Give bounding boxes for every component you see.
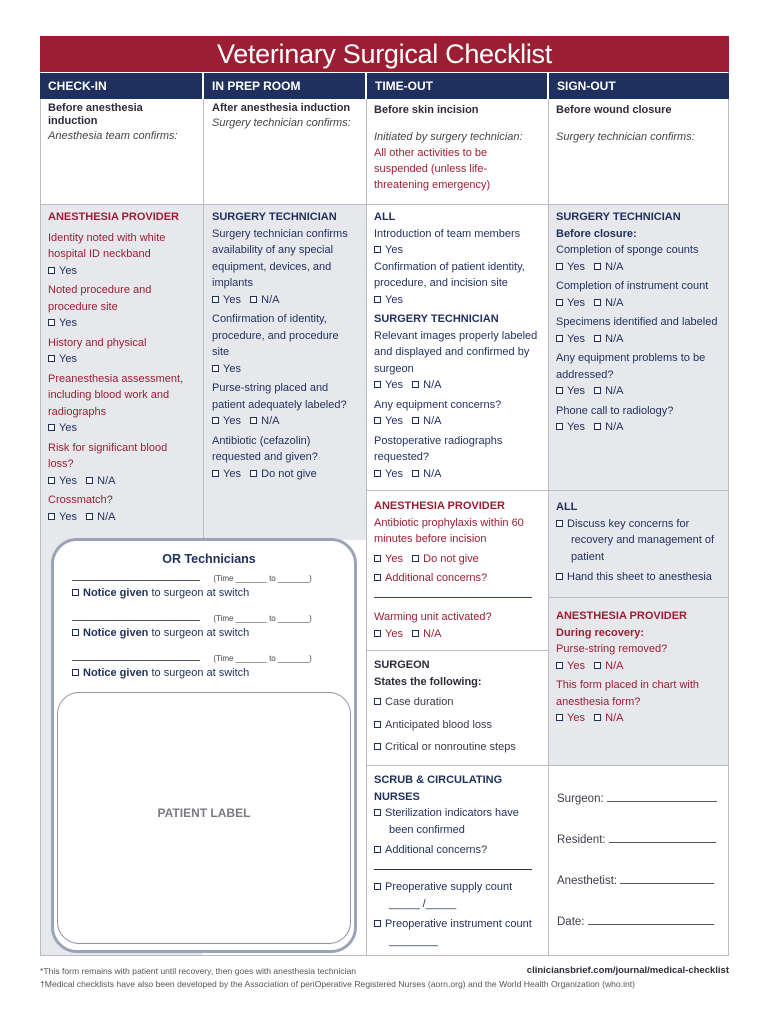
notice-label: Notice given: [83, 587, 149, 599]
checkbox[interactable]: [594, 263, 601, 270]
notice-label: Notice given: [83, 667, 149, 679]
option-label: Yes: [223, 415, 241, 427]
checkbox[interactable]: [374, 809, 381, 816]
checkbox[interactable]: [250, 470, 257, 477]
checkbox[interactable]: [72, 629, 79, 636]
signout-anes-heading: ANESTHESIA PROVIDER: [556, 610, 688, 622]
divider: [40, 204, 729, 205]
date-signature[interactable]: [557, 914, 721, 930]
instrument-count-field[interactable]: ________: [389, 934, 438, 947]
timeout-q2: Confirmation of patient identity, procedure, and incision site: [374, 260, 525, 289]
yes-na-options[interactable]: [556, 331, 721, 348]
signout-all-item-2: [556, 569, 721, 586]
timeout-q1: Introduction of team members: [374, 227, 521, 240]
checkbox[interactable]: [594, 387, 601, 394]
write-line[interactable]: [374, 869, 532, 870]
option-label: Yes: [59, 317, 77, 329]
option-label: N/A: [605, 332, 624, 345]
footer-note-2: †Medical checklists have also been developed by the Association of periOperative Registered Nurses (aorn.org) and the World Health Organization (who.int): [40, 979, 636, 989]
timeout-anesthesia-section: [366, 498, 548, 642]
yes-na-options[interactable]: [374, 466, 540, 483]
signature-label: Date:: [557, 916, 585, 928]
prep-intro: [204, 102, 366, 131]
patient-label-text: PATIENT LABEL: [157, 806, 251, 820]
option-label: Yes: [567, 659, 585, 672]
option-label: Critical or nonroutine steps: [385, 741, 516, 753]
signout-q1: Completion of sponge counts: [556, 244, 699, 256]
option-label: Hand this sheet to anesthesia: [567, 571, 712, 583]
option-label: Yes: [385, 415, 403, 427]
signature-label: Resident:: [557, 834, 606, 846]
option-label: Preoperative instrument count: [385, 918, 532, 930]
notice-rest: to surgeon at switch: [151, 627, 250, 639]
signature-line[interactable]: [588, 924, 714, 925]
timeout-intro: [366, 102, 546, 193]
option-label: N/A: [605, 296, 624, 309]
checkbox[interactable]: [556, 662, 563, 669]
checkbox[interactable]: [250, 296, 257, 303]
yes-na-options[interactable]: [48, 473, 194, 490]
yes-option[interactable]: [374, 242, 540, 259]
notice-row: [72, 586, 346, 601]
checkbox[interactable]: [556, 335, 563, 342]
checkbox[interactable]: [48, 319, 55, 326]
checkbox[interactable]: [412, 470, 419, 477]
option-label: N/A: [605, 421, 624, 433]
checkbox[interactable]: [212, 470, 219, 477]
yes-na-options[interactable]: [374, 626, 540, 643]
option-label: Discuss key concerns for recovery and management of patient: [567, 517, 715, 563]
timeout-scrub-section: [366, 772, 548, 949]
signout-intro-note: Surgery technician confirms:: [556, 131, 695, 143]
signature-label: Surgeon:: [557, 793, 604, 805]
option-label: Anticipated blood loss: [385, 718, 493, 731]
checkbox[interactable]: [48, 267, 55, 274]
timeout-intro-warning: All other activities to be suspended (unless life-threatening emergency): [374, 147, 491, 191]
checkin-heading: ANESTHESIA PROVIDER: [48, 211, 180, 223]
checkbox[interactable]: [374, 417, 381, 424]
signature-line[interactable]: [609, 842, 716, 843]
divider: [366, 490, 548, 491]
yes-na-options[interactable]: [556, 259, 721, 276]
timeout-tech-heading: SURGERY TECHNICIAN: [374, 313, 499, 325]
signout-q5: Phone call to radiology?: [556, 404, 674, 417]
checkin-intro-note: Anesthesia team confirms:: [48, 130, 178, 142]
option-label: Yes: [223, 362, 241, 375]
notice-rest: to surgeon at switch: [151, 587, 250, 599]
checkin-section: [40, 209, 202, 525]
signout-tech-heading: SURGERY TECHNICIAN: [556, 211, 681, 223]
checkbox[interactable]: [374, 470, 381, 477]
checkbox[interactable]: [412, 555, 419, 562]
checkin-q2: Noted procedure and procedure site: [48, 284, 152, 313]
checkin-q5: Risk for significant blood loss?: [48, 441, 168, 470]
prep-intro-note: Surgery technician confirms:: [212, 117, 351, 129]
checkbox[interactable]: [594, 714, 601, 721]
anesthetist-signature[interactable]: [557, 873, 721, 914]
timeout-section: [366, 209, 548, 482]
surgeon-item-3: [374, 739, 540, 756]
timeout-intro-note: Initiated by surgery technician:: [374, 131, 523, 143]
checkbox[interactable]: [48, 424, 55, 431]
checkbox[interactable]: [212, 417, 219, 424]
signout-anes-q2: This form placed in chart with anesthesia form?: [556, 679, 700, 708]
signature-line[interactable]: [607, 801, 717, 802]
yes-dng-options[interactable]: [374, 551, 540, 568]
timeout-q4: Any equipment concerns?: [374, 398, 502, 411]
prep-heading: SURGERY TECHNICIAN: [212, 211, 337, 223]
signout-intro: [548, 102, 728, 145]
checkbox[interactable]: [374, 381, 381, 388]
or-time-row[interactable]: [72, 611, 346, 626]
surgeon-signature[interactable]: [557, 791, 721, 832]
supply-count-field[interactable]: _____ /_____: [389, 897, 457, 910]
option-label: N/A: [423, 379, 442, 391]
option-label: Yes: [59, 422, 77, 434]
checkbox[interactable]: [374, 743, 381, 750]
yes-na-options[interactable]: [556, 710, 721, 727]
time-field[interactable]: (Time _______ to _______): [213, 614, 312, 623]
option-label: Yes: [385, 627, 403, 640]
prep-q1: Surgery technician confirms availability of any special equipment, devices, and implants: [212, 227, 348, 289]
timeout-intro-heading: Before skin incision: [374, 104, 479, 116]
yes-na-options[interactable]: [556, 419, 721, 436]
option-label: Yes: [567, 421, 585, 433]
checkbox[interactable]: [594, 299, 601, 306]
option-label: Do not give: [261, 467, 317, 480]
tech-name-line[interactable]: [72, 580, 200, 581]
or-time-row[interactable]: [72, 651, 346, 666]
page-title: Veterinary Surgical Checklist: [40, 36, 729, 72]
option-label: N/A: [261, 293, 280, 306]
checkbox[interactable]: [412, 417, 419, 424]
checkbox[interactable]: [250, 417, 257, 424]
signout-q2: Completion of instrument count: [556, 280, 709, 292]
time-field[interactable]: (Time _______ to _______): [213, 654, 312, 663]
checkbox[interactable]: [556, 263, 563, 270]
option-label: Yes: [567, 260, 585, 273]
checkbox[interactable]: [86, 513, 93, 520]
option-label: Yes: [567, 385, 585, 397]
option-label: Do not give: [423, 552, 479, 565]
signout-anes-sub: During recovery:: [556, 626, 645, 639]
checkbox[interactable]: [48, 355, 55, 362]
checkin-q3: History and physical: [48, 336, 147, 349]
checkbox[interactable]: [374, 296, 381, 303]
checkbox[interactable]: [412, 381, 419, 388]
option-label: Yes: [385, 467, 403, 480]
option-label: Yes: [59, 510, 77, 523]
divider: [548, 490, 729, 491]
checkbox[interactable]: [374, 246, 381, 253]
checkbox[interactable]: [48, 477, 55, 484]
or-time-row[interactable]: [72, 571, 346, 586]
prep-q2: Confirmation of identity, procedure, and procedure site: [212, 313, 339, 358]
scrub-heading: SCRUB & CIRCULATING NURSES: [374, 774, 503, 803]
surgeon-item-2: [374, 717, 540, 734]
checkbox[interactable]: [556, 387, 563, 394]
yes-na-options[interactable]: [374, 413, 540, 430]
option-label: Yes: [567, 296, 585, 309]
checkbox[interactable]: [374, 698, 381, 705]
or-heading: OR Technicians: [162, 552, 256, 566]
yes-option[interactable]: [48, 420, 194, 437]
divider: [366, 650, 548, 651]
surgeon-heading: SURGEON: [374, 659, 430, 671]
yes-na-options[interactable]: [556, 295, 721, 312]
option-label: Yes: [59, 264, 77, 277]
signout-all-heading: ALL: [556, 501, 578, 513]
checkbox[interactable]: [374, 721, 381, 728]
signature-section: [549, 791, 729, 930]
header-prep-room: IN PREP ROOM: [204, 73, 365, 99]
option-label: Case duration: [385, 696, 454, 708]
tech-name-line[interactable]: [72, 660, 200, 661]
checkin-q1: Identity noted with white hospital ID neckband: [48, 231, 166, 260]
yes-na-options[interactable]: [374, 377, 540, 394]
signature-line[interactable]: [620, 883, 714, 884]
option-label: Sterilization indicators have been confirmed: [385, 807, 519, 836]
signout-all-item-1: [556, 516, 721, 566]
checkbox[interactable]: [374, 630, 381, 637]
yes-dng-options[interactable]: [212, 466, 358, 483]
divider: [366, 765, 729, 766]
header-sign-out: SIGN-OUT: [549, 73, 729, 99]
option-label: N/A: [423, 467, 442, 480]
prep-q4: Antibiotic (cefazolin) requested and given?: [212, 434, 318, 463]
timeout-anes-q3: Warming unit activated?: [374, 611, 492, 623]
option-label: Yes: [385, 244, 403, 256]
footer-note-1: *This form remains with patient until recovery, then goes with anesthesia technician: [40, 966, 357, 976]
or-technicians-section: [64, 552, 354, 681]
header-time-out: TIME-OUT: [367, 73, 547, 99]
option-label: Yes: [385, 293, 403, 306]
timeout-surgeon-section: [366, 657, 548, 756]
checkin-intro: [40, 102, 202, 144]
scrub-item-2: [374, 842, 540, 859]
notice-rest: to surgeon at switch: [151, 667, 250, 679]
checkbox[interactable]: [556, 423, 563, 430]
header-checkin: CHECK-IN: [40, 73, 202, 99]
tech-name-line[interactable]: [72, 620, 200, 621]
signout-section: [548, 209, 729, 436]
checkin-intro-heading: Before anesthesia induction: [48, 102, 143, 127]
yes-na-options[interactable]: [212, 292, 358, 309]
checkbox[interactable]: [556, 714, 563, 721]
checkin-q6: Crossmatch?: [48, 494, 113, 506]
option-label: N/A: [423, 627, 442, 640]
checkbox[interactable]: [374, 883, 381, 890]
yes-option[interactable]: [374, 292, 540, 309]
signout-all-section: [548, 499, 729, 586]
resident-signature[interactable]: [557, 832, 721, 873]
option-label: Yes: [223, 467, 241, 480]
checkbox[interactable]: [374, 920, 381, 927]
option-label: Yes: [567, 332, 585, 345]
checkbox[interactable]: [374, 574, 381, 581]
option-label: Yes: [59, 353, 77, 365]
checkbox[interactable]: [556, 520, 563, 527]
yes-option[interactable]: [212, 361, 358, 378]
option-label: N/A: [261, 415, 280, 427]
checkbox[interactable]: [374, 846, 381, 853]
checkbox[interactable]: [594, 662, 601, 669]
option-label: Additional concerns?: [385, 844, 488, 856]
option-label: N/A: [605, 260, 624, 273]
timeout-all-heading: ALL: [374, 211, 396, 223]
notice-row: [72, 626, 346, 641]
option-label: Yes: [59, 474, 77, 487]
option-label: N/A: [97, 474, 116, 487]
scrub-item-3: [374, 879, 540, 896]
signature-label: Anesthetist:: [557, 875, 618, 887]
checkbox[interactable]: [594, 335, 601, 342]
yes-option[interactable]: [48, 351, 194, 368]
signout-anesthesia-section: [548, 608, 729, 727]
option-label: N/A: [605, 385, 624, 397]
option-label: N/A: [97, 510, 116, 523]
yes-na-options[interactable]: [212, 413, 358, 430]
yes-option[interactable]: [48, 263, 194, 280]
checkbox[interactable]: [556, 299, 563, 306]
timeout-anes-q2: [374, 570, 540, 587]
notice-row: [72, 666, 346, 681]
checkbox[interactable]: [212, 296, 219, 303]
option-label: Yes: [385, 552, 403, 565]
signout-anes-q1: Purse-string removed?: [556, 643, 668, 655]
checkbox[interactable]: [412, 630, 419, 637]
scrub-item-4: [374, 916, 540, 949]
option-label: Preoperative supply count: [385, 881, 513, 893]
checkbox[interactable]: [72, 669, 79, 676]
yes-na-options[interactable]: [556, 658, 721, 675]
footer-url[interactable]: cliniciansbrief.com/journal/medical-checklist: [526, 965, 729, 976]
checkbox[interactable]: [48, 513, 55, 520]
option-label: N/A: [605, 712, 624, 724]
timeout-q5: Postoperative radiographs requested?: [374, 434, 503, 463]
signout-intro-heading: Before wound closure: [556, 104, 672, 116]
checkbox[interactable]: [212, 365, 219, 372]
option-label: N/A: [423, 415, 442, 427]
option-label: N/A: [605, 659, 624, 672]
timeout-anesthesia-heading: ANESTHESIA PROVIDER: [374, 500, 506, 512]
timeout-q3: Relevant images properly labeled and displayed and confirmed by surgeon: [374, 329, 538, 375]
surgeon-subheading: States the following:: [374, 675, 482, 688]
checkbox[interactable]: [374, 555, 381, 562]
divider: [548, 597, 729, 598]
yes-na-options[interactable]: [48, 509, 194, 526]
checkbox[interactable]: [556, 573, 563, 580]
yes-na-options[interactable]: [556, 383, 721, 400]
notice-label: Notice given: [83, 627, 149, 639]
option-label: Additional concerns?: [385, 572, 488, 584]
checkbox[interactable]: [86, 477, 93, 484]
time-field[interactable]: (Time _______ to _______): [213, 574, 312, 583]
option-label: Yes: [567, 712, 585, 724]
prep-q3: Purse-string placed and patient adequately labeled?: [212, 382, 347, 411]
yes-option[interactable]: [48, 315, 194, 332]
signout-tech-sub: Before closure:: [556, 227, 637, 240]
signout-q3: Specimens identified and labeled: [556, 316, 718, 328]
surgeon-item-1: [374, 694, 540, 711]
checkbox[interactable]: [72, 589, 79, 596]
option-label: Yes: [385, 379, 403, 391]
option-label: Yes: [223, 293, 241, 306]
timeout-anes-q1: Antibiotic prophylaxis within 60 minutes before incision: [374, 516, 524, 545]
signout-q4: Any equipment problems to be addressed?: [556, 352, 706, 381]
scrub-item-1: [374, 805, 540, 838]
checkin-q4: Preanesthesia assessment, including blood work and radiographs: [48, 372, 184, 418]
checkbox[interactable]: [594, 423, 601, 430]
write-line[interactable]: [374, 597, 532, 598]
prep-section: [204, 209, 366, 482]
prep-intro-heading: After anesthesia induction: [212, 102, 351, 114]
